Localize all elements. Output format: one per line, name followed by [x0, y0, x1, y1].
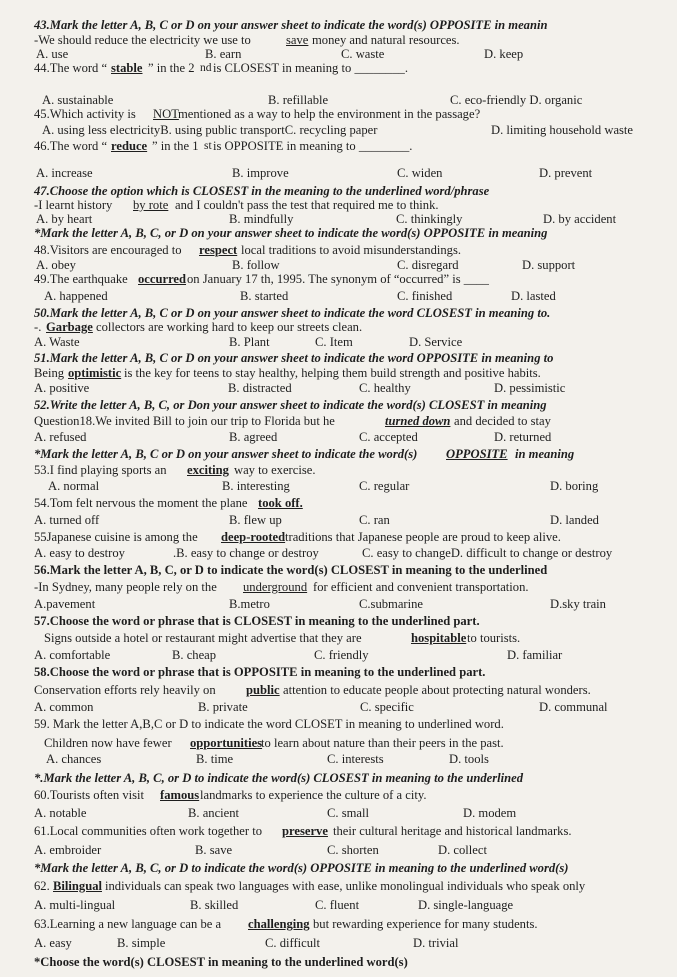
- text-segment: 48.Visitors are encouraged to: [34, 243, 182, 257]
- text-segment: A. by heart: [36, 212, 93, 226]
- text-segment: 51.Mark the letter A, B, C or D on your answer sheet to indicate the word OPPOSITE in meaning to: [34, 351, 554, 365]
- text-segment: C. thinkingly: [396, 212, 463, 226]
- text-segment: D. support: [522, 258, 576, 272]
- text-segment: C. healthy: [359, 381, 411, 395]
- text-segment: C. friendly: [314, 648, 369, 662]
- text-segment: B. Plant: [229, 335, 270, 349]
- text-segment: -We should reduce the electricity we use to: [34, 33, 251, 47]
- text-segment: B. save: [195, 843, 233, 857]
- text-segment: A. common: [34, 700, 94, 714]
- text-segment: by rote: [133, 198, 169, 212]
- text-segment: D. boring: [550, 479, 599, 493]
- text-segment: .B. easy to change or destroy: [173, 546, 319, 560]
- text-segment: A. notable: [34, 806, 87, 820]
- text-segment: B. refillable: [268, 93, 329, 107]
- text-segment: st: [204, 140, 212, 152]
- text-segment: C. easy to changeD. difficult to change or destroy: [362, 546, 613, 560]
- text-segment: ” in the 2: [148, 61, 195, 75]
- text-segment: *Mark the letter A, B, C or D on your answer sheet to indicate the word(s): [34, 447, 418, 461]
- text-segment: A. refused: [34, 430, 87, 444]
- text-segment: B. earn: [205, 47, 242, 61]
- text-segment: D. lasted: [511, 289, 556, 303]
- text-segment: turned down: [385, 414, 451, 428]
- text-segment: A. easy: [34, 936, 72, 950]
- text-segment: C. disregard: [397, 258, 459, 272]
- text-segment: C. specific: [360, 700, 414, 714]
- text-segment: A. normal: [48, 479, 100, 493]
- text-segment: C. interests: [327, 752, 384, 766]
- text-segment: *Mark the letter A, B, C, or D on your answer sheet to indicate the word(s) OPPOSITE in meaning: [34, 226, 548, 240]
- text-segment: but rewarding experience for many students.: [313, 917, 538, 931]
- text-segment: D. by accident: [543, 212, 617, 226]
- text-segment: D. modem: [463, 806, 517, 820]
- text-segment: on January 17 th, 1995. The synonym of “occurred” is ____: [187, 272, 489, 286]
- text-segment: OPPOSITE: [446, 447, 508, 461]
- text-segment: collectors are working hard to keep our streets clean.: [96, 320, 363, 334]
- text-segment: C. finished: [397, 289, 453, 303]
- text-segment: optimistic: [68, 366, 122, 380]
- text-segment: and decided to stay: [454, 414, 551, 428]
- text-segment: B.metro: [229, 597, 270, 611]
- text-segment: D. returned: [494, 430, 552, 444]
- text-segment: local traditions to avoid misunderstandings.: [241, 243, 462, 257]
- text-segment: A. obey: [36, 258, 76, 272]
- text-segment: D. tools: [449, 752, 489, 766]
- text-segment: B. follow: [232, 258, 280, 272]
- text-segment: D. limiting household waste: [491, 123, 634, 137]
- text-segment: in meaning: [515, 447, 575, 461]
- text-segment: 54.Tom felt nervous the moment the plane: [34, 496, 248, 510]
- text-segment: 55Japanese cuisine is among the: [34, 530, 198, 544]
- text-segment: B. flew up: [229, 513, 282, 527]
- text-segment: hospitable: [411, 631, 467, 645]
- text-segment: 46.The word “: [34, 139, 108, 153]
- text-segment: D. familiar: [507, 648, 563, 662]
- text-segment: *Mark the letter A, B, C, or D to indicate the word(s) OPPOSITE in meaning to the underlined word(s): [34, 861, 569, 875]
- text-segment: A. easy to destroy: [34, 546, 125, 560]
- text-segment: famous: [160, 788, 200, 802]
- text-segment: C. fluent: [315, 898, 360, 912]
- text-segment: is CLOSEST in meaning to ________.: [213, 61, 408, 75]
- text-segment: Children now have fewer: [44, 736, 172, 750]
- text-segment: 52.Write the letter A, B, C, or Don your answer sheet to indicate the word(s) CLOSEST in meaning: [34, 398, 547, 412]
- text-segment: occurred: [138, 272, 187, 286]
- text-segment: C.submarine: [359, 597, 424, 611]
- text-segment: C. Item: [315, 335, 353, 349]
- text-segment: ” in the 1: [152, 139, 199, 153]
- text-segment: C. widen: [397, 166, 443, 180]
- text-segment: B. skilled: [190, 898, 239, 912]
- text-segment: landmarks to experience the culture of a city.: [200, 788, 427, 802]
- text-segment: save: [286, 33, 309, 47]
- text-segment: D.sky train: [550, 597, 606, 611]
- text-segment: D. collect: [438, 843, 487, 857]
- text-segment: stable: [111, 61, 143, 75]
- text-segment: way to exercise.: [234, 463, 316, 477]
- text-segment: 56.Mark the letter A, B, C, or D to indicate the word(s) CLOSEST in meaning to the underlined: [34, 563, 548, 577]
- text-segment: C. eco-friendly D. organic: [450, 93, 583, 107]
- text-segment: 63.Learning a new language can be a: [34, 917, 222, 931]
- text-segment: A. sustainable: [42, 93, 114, 107]
- text-segment: 45.Which activity is: [34, 107, 136, 121]
- text-segment: B. time: [196, 752, 234, 766]
- text-segment: traditions that Japanese people are proud to keep alive.: [285, 530, 561, 544]
- text-segment: 44.The word “: [34, 61, 108, 75]
- text-segment: B. mindfully: [229, 212, 294, 226]
- text-segment: underground: [243, 580, 308, 594]
- text-segment: A. happened: [44, 289, 108, 303]
- text-segment: A. using less electricityB. using public transportC. recycling paper: [42, 123, 378, 137]
- text-segment: C. waste: [341, 47, 385, 61]
- text-segment: B. started: [240, 289, 289, 303]
- text-segment: money and natural resources.: [312, 33, 460, 47]
- text-segment: A. Waste: [34, 335, 80, 349]
- text-segment: *Choose the word(s) CLOSEST in meaning to the underlined word(s): [34, 955, 408, 969]
- text-segment: B. improve: [232, 166, 289, 180]
- text-segment: NOT: [153, 107, 179, 121]
- text-segment: C. ran: [359, 513, 390, 527]
- text-segment: D. single-language: [418, 898, 514, 912]
- text-segment: Signs outside a hotel or restaurant might advertise that they are: [44, 631, 362, 645]
- text-segment: B. cheap: [172, 648, 217, 662]
- text-segment: their cultural heritage and historical landmarks.: [333, 824, 572, 838]
- text-segment: attention to educate people about protecting natural wonders.: [283, 683, 591, 697]
- text-segment: B. distracted: [228, 381, 292, 395]
- text-segment: -.: [34, 320, 42, 334]
- text-segment: D. landed: [550, 513, 599, 527]
- text-segment: C. difficult: [265, 936, 321, 950]
- text-segment: A. increase: [36, 166, 93, 180]
- text-segment: reduce: [111, 139, 148, 153]
- text-segment: -I learnt history: [34, 198, 113, 212]
- text-segment: B. agreed: [229, 430, 278, 444]
- text-segment: A.pavement: [34, 597, 96, 611]
- text-segment: -In Sydney, many people rely on the: [34, 580, 217, 594]
- text-segment: Conservation efforts rely heavily on: [34, 683, 216, 697]
- text-segment: 62.: [34, 879, 50, 893]
- text-segment: individuals can speak two languages with ease, unlike monolingual individuals who speak only: [105, 879, 586, 893]
- text-segment: B. interesting: [222, 479, 290, 493]
- text-segment: nd: [200, 62, 212, 74]
- text-segment: opportunities: [190, 736, 263, 750]
- text-segment: challenging: [248, 917, 310, 931]
- text-segment: Bilingual: [53, 879, 102, 893]
- text-segment: A. multi-lingual: [34, 898, 116, 912]
- text-segment: Question18.We invited Bill to join our trip to Florida but he: [34, 414, 335, 428]
- text-segment: 50.Mark the letter A, B, C or D on your answer sheet to indicate the word CLOSEST in meaning to.: [34, 306, 551, 320]
- text-segment: D. Service: [409, 335, 463, 349]
- text-segment: A. chances: [46, 752, 102, 766]
- text-segment: preserve: [282, 824, 328, 838]
- text-segment: to tourists.: [467, 631, 521, 645]
- text-segment: exciting: [187, 463, 229, 477]
- text-segment: B. private: [198, 700, 248, 714]
- text-segment: 47.Choose the option which is CLOSEST in the meaning to the underlined word/phrase: [34, 184, 490, 198]
- text-segment: D. pessimistic: [494, 381, 566, 395]
- text-segment: 43.Mark the letter A, B, C or D on your answer sheet to indicate the word(s) OPPOSITE in meanin: [34, 18, 548, 32]
- text-segment: and I couldn't pass the test that required me to think.: [175, 198, 439, 212]
- text-segment: B. simple: [117, 936, 166, 950]
- text-segment: deep-rooted: [221, 530, 286, 544]
- text-segment: to learn about nature than their peers in the past.: [261, 736, 504, 750]
- text-segment: D. prevent: [539, 166, 593, 180]
- text-segment: A. positive: [34, 381, 90, 395]
- text-segment: D. communal: [539, 700, 608, 714]
- text-segment: 59. Mark the letter A,B,C or D to indicate the word CLOSET in meaning to underlined word.: [34, 717, 504, 731]
- text-segment: public: [246, 683, 280, 697]
- text-segment: D. trivial: [413, 936, 459, 950]
- text-segment: 57.Choose the word or phrase that is CLOSEST in meaning to the underlined part.: [34, 614, 480, 628]
- text-segment: 53.I find playing sports an: [34, 463, 167, 477]
- text-segment: is the key for teens to stay healthy, helping them build strength and positive habits.: [124, 366, 541, 380]
- text-segment: is OPPOSITE in meaning to ________.: [213, 139, 413, 153]
- text-segment: 58.Choose the word or phrase that is OPPOSITE in meaning to the underlined part.: [34, 665, 486, 679]
- text-segment: C. shorten: [327, 843, 379, 857]
- text-segment: mentioned as a way to help the environment in the passage?: [178, 107, 481, 121]
- text-segment: A. use: [36, 47, 69, 61]
- text-segment: D. keep: [484, 47, 524, 61]
- text-segment: B. ancient: [188, 806, 240, 820]
- text-segment: C. small: [327, 806, 369, 820]
- text-segment: C. regular: [359, 479, 410, 493]
- text-segment: C. accepted: [359, 430, 418, 444]
- text-segment: 60.Tourists often visit: [34, 788, 145, 802]
- text-segment: Garbage: [46, 320, 93, 334]
- text-segment: for efficient and convenient transportation.: [313, 580, 529, 594]
- text-segment: took off.: [258, 496, 303, 510]
- text-segment: Being: [34, 366, 65, 380]
- text-segment: A. embroider: [34, 843, 102, 857]
- text-segment: 61.Local communities often work together to: [34, 824, 263, 838]
- text-segment: *.Mark the letter A, B, C, or D to indicate the word(s) CLOSEST in meaning to the underlined: [34, 771, 523, 785]
- text-segment: A. comfortable: [34, 648, 111, 662]
- text-segment: 49.The earthquake: [34, 272, 128, 286]
- text-segment: A. turned off: [34, 513, 100, 527]
- text-segment: respect: [199, 243, 238, 257]
